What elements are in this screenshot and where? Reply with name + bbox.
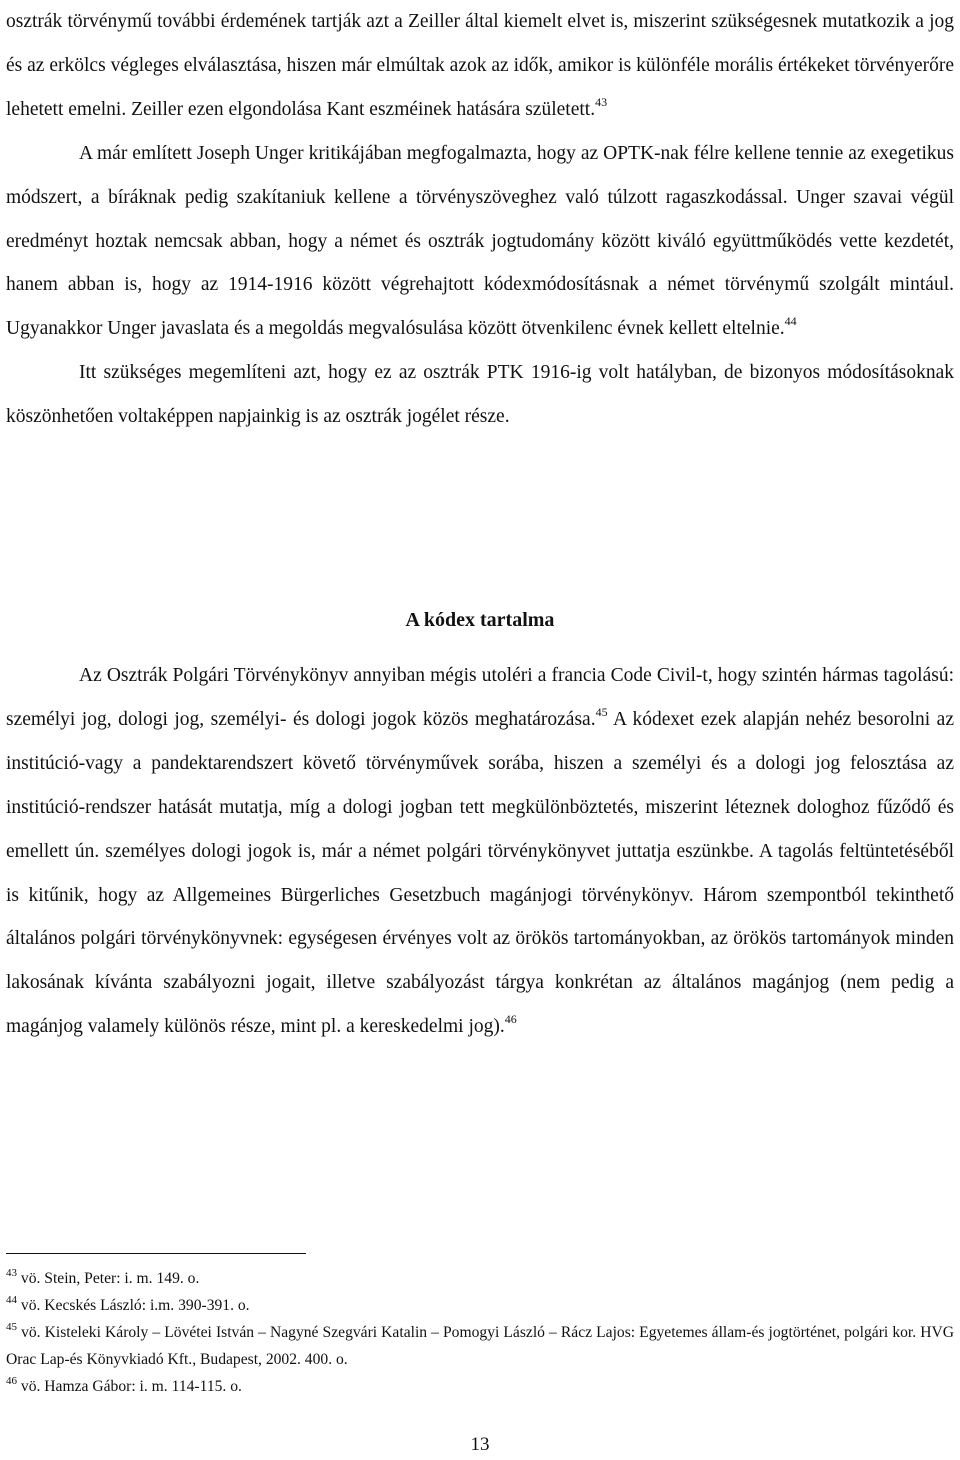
paragraph-kodex-tartalma bbox=[6, 654, 954, 1049]
paragraph-text-part2: A kódexet ezek alapján nehéz besorolni az institúció-vagy a pandektarendszert követő törvényművek sorába, hiszen a személyi és a dologi jog felosztása az institúció-rendszer hatását mutatja, míg a dologi jogban tett megkülönböztetés, miszerint léteznek dologhoz fűződő és emellett ún. személyes dologi jogok is, már a német polgári törvénykönyvet juttatja eszünkbe. A tagolás feltüntetéséből is kitűnik, hogy az Allgemeines Bürgerliches Gesetzbuch magánjogi törvénykönyv. Három szempontból tekinthető általános polgári törvénykönyvnek: egységesen érvényes volt az örökös tartományokban, az örökös tartományok minden lakosának kívánta szabályozni jogait, illetve szabályozást tárgya konkrétan az általános magánjog (nem pedig a magánjog valamely különös része, mint pl. a kereskedelmi jog). bbox=[6, 708, 954, 1038]
body-text-main bbox=[6, 654, 954, 1049]
footnote-43 bbox=[6, 1265, 954, 1292]
footnotes bbox=[6, 1265, 954, 1400]
footnote-text: vö. Stein, Peter: i. m. 149. o. bbox=[20, 1270, 200, 1287]
footnote-text: vö. Hamza Gábor: i. m. 114-115. o. bbox=[20, 1378, 242, 1395]
footnote-ref-44[interactable]: 44 bbox=[784, 314, 797, 329]
footnote-44 bbox=[6, 1292, 954, 1319]
paragraph-zeiller bbox=[6, 0, 954, 132]
paragraph-ptk-1916 bbox=[6, 351, 954, 439]
section-heading: A kódex tartalma bbox=[405, 609, 555, 631]
paragraph-text: A már említett Joseph Unger kritikájában megfogalmazta, hogy az OPTK-nak félre kellene tennie az exegetikus módszert, a bíráknak pedig szakítaniuk kellene a törvényszöveghez való túlzott ragaszkodással. Unger szavai végül eredményt hoztak nemcsak abban, hogy a német és osztrák jogtudomány között kiváló együttműködés vette kezdetét, hanem abban is, hogy az 1914-1916 között végrehajtott kódexmódosításnak a német törvénymű szolgált mintául. Ugyanakkor Unger javaslata és a megoldás megvalósulása között ötvenkilenc évnek kellett eltelnie. bbox=[6, 142, 954, 340]
footnote-number: 43 bbox=[6, 1267, 17, 1279]
footnote-46 bbox=[6, 1373, 954, 1400]
footnote-ref-46[interactable]: 46 bbox=[504, 1012, 517, 1027]
paragraph-unger bbox=[6, 132, 954, 352]
paragraph-text: Itt szükséges megemlíteni azt, hogy ez az osztrák PTK 1916-ig volt hatályban, de bizonyos módosításoknak köszönhetően voltaképpen napjainkig is az osztrák jogélet része. bbox=[6, 362, 954, 428]
paragraph-text: osztrák törvénymű további érdemének tartják azt a Zeiller által kiemelt elvet is, miszerint szükségesnek mutatkozik a jog és az erkölcs végleges elválasztása, hiszen már elmúltak azok az idők, amikor is különféle morális értékeket törvényerőre lehetett emelni. Zeiller ezen elgondolása Kant eszméinek hatására született. bbox=[6, 11, 954, 120]
paragraph-text-part1: Az Osztrák Polgári Törvénykönyv annyiban mégis utoléri a francia Code Civil-t, hogy szintén hármas tagolású: személyi jog, dologi jog, személyi- és dologi jogok közös meghatározása. bbox=[6, 665, 954, 730]
footnote-text: vö. Kisteleki Károly – Lövétei István – Nagyné Szegvári Katalin – Pomogyi László – Rácz Lajos: Egyetemes állam-és jogtörténet, polgári kor. HVG Orac Lap-és Könyvkiadó Kft., Budapest, 2002. 400. o. bbox=[6, 1324, 954, 1368]
body-text-top bbox=[6, 0, 954, 439]
page-number: 13 bbox=[470, 1434, 490, 1455]
footnote-45 bbox=[6, 1319, 954, 1373]
footnote-ref-45[interactable]: 45 bbox=[595, 704, 608, 719]
footnote-ref-43[interactable]: 43 bbox=[595, 94, 608, 109]
footnote-number: 44 bbox=[6, 1294, 17, 1306]
footnote-text: vö. Kecskés László: i.m. 390-391. o. bbox=[20, 1297, 250, 1314]
footnote-separator bbox=[6, 1253, 306, 1254]
footnote-number: 46 bbox=[6, 1375, 17, 1387]
footnote-number: 45 bbox=[6, 1321, 17, 1333]
